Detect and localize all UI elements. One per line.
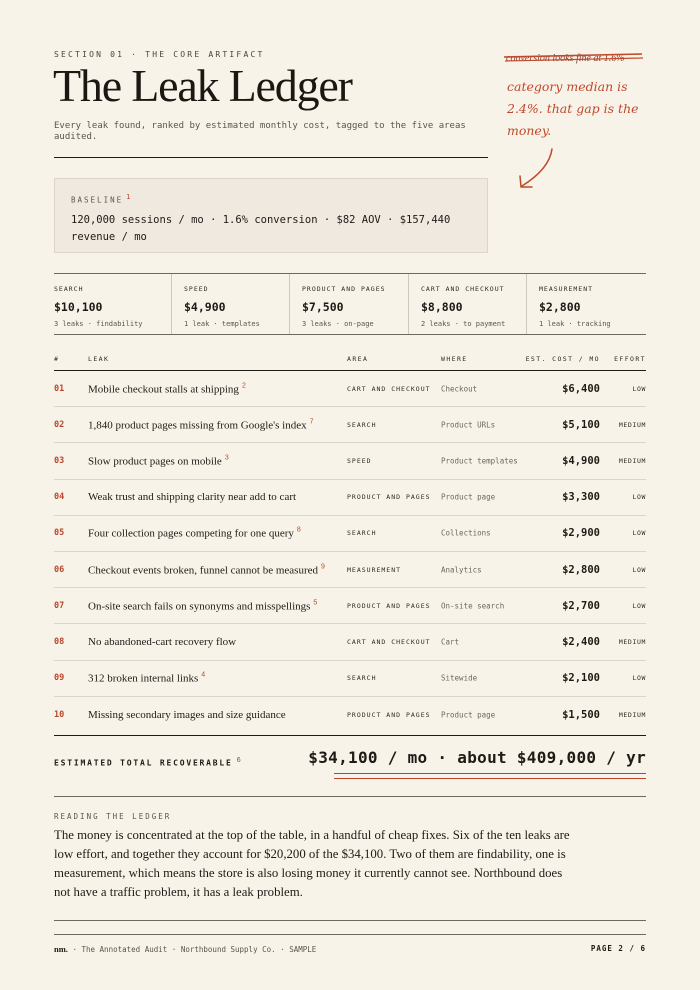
page-title: The Leak Ledger: [53, 60, 352, 111]
area-label: SPEED: [184, 285, 209, 293]
total-value: $34,100 / mo · about $409,000 / yr: [308, 748, 646, 767]
area-label: SEARCH: [54, 285, 84, 293]
leak-where: Analytics: [441, 565, 482, 575]
leak-cost: $2,100: [562, 672, 600, 685]
leak-area: SEARCH: [347, 420, 377, 429]
leak-title: No abandoned-cart recovery flow: [88, 635, 237, 648]
table-row: [54, 516, 646, 552]
area-card-speed: [172, 274, 290, 334]
row-number: 03: [54, 455, 65, 466]
leak-area: PRODUCT AND PAGES: [347, 710, 431, 719]
leak-effort: LOW: [632, 384, 646, 393]
footer-divider: [54, 920, 646, 921]
leak-cost: $2,700: [562, 599, 600, 612]
leak-effort: MEDIUM: [618, 637, 646, 646]
reading-text: The money is concentrated at the top of the table, in a handful of cheap fixes. Six of the ten leaks are low effort, and together they account for $20,200 of the $34,100. Two of them are findability, one is measurement, which means the store is also losing money it currently cannot see. Northbound does not have a traffic problem, it has a leak problem.: [54, 828, 570, 899]
leak-where: Collections: [441, 528, 491, 538]
area-cost: $8,800: [421, 300, 463, 314]
leak-title: Weak trust and shipping clarity near add to cart: [88, 491, 297, 504]
leak-title: 312 broken internal links $^4$: [88, 671, 206, 685]
leak-effort: MEDIUM: [618, 420, 646, 429]
row-number: 05: [54, 528, 65, 539]
leak-area: SPEED: [347, 456, 372, 465]
leak-effort: MEDIUM: [618, 710, 646, 719]
footnote-ref[interactable]: 5: [313, 599, 318, 607]
area-label: PRODUCT AND PAGES: [302, 285, 386, 293]
leak-title: 1,840 product pages missing from Google's index $^7$: [88, 418, 314, 432]
leak-area: CART AND CHECKOUT: [347, 384, 431, 393]
leak-where: Product page: [441, 710, 496, 720]
leak-table: [54, 350, 646, 733]
leak-cost: $4,900: [562, 454, 600, 467]
table-body: [54, 371, 646, 733]
strike-through-mark: [502, 49, 644, 67]
area-card-product-and-pages: [290, 274, 409, 334]
area-card-search: [54, 274, 172, 334]
leak-title: Slow product pages on mobile $^3$: [88, 454, 229, 468]
total-row: [54, 735, 646, 785]
row-number: 08: [54, 636, 65, 647]
leak-title: Four collection pages competing for one query $^8$: [88, 527, 301, 540]
leak-where: Product URLs: [441, 420, 496, 430]
leak-cost: $3,300: [562, 491, 600, 504]
table-row: [54, 480, 646, 516]
table-row: [54, 371, 646, 407]
footnote-ref[interactable]: 1: [126, 193, 131, 201]
header-where: WHERE: [441, 355, 468, 363]
row-number: 04: [54, 492, 65, 503]
area-cost: $4,900: [184, 300, 226, 314]
row-number: 10: [54, 709, 65, 720]
header-effort: EFFORT: [614, 355, 646, 363]
area-summary: [54, 273, 646, 335]
leak-effort: LOW: [632, 493, 646, 502]
leak-cost: $1,500: [562, 708, 600, 721]
total-label: ESTIMATED TOTAL RECOVERABLE $^6$: [54, 756, 241, 768]
footer-logo: nm.: [54, 944, 68, 954]
footnote-ref[interactable]: 2: [241, 382, 246, 390]
footnote-ref[interactable]: 9: [321, 563, 325, 571]
baseline-box: [54, 178, 488, 253]
footnote-ref[interactable]: 3: [224, 454, 229, 462]
leak-area: PRODUCT AND PAGES: [347, 601, 431, 610]
table-row: [54, 407, 646, 443]
total-double-underline: [334, 773, 646, 779]
leak-cost: $2,900: [562, 527, 600, 540]
footnote-ref[interactable]: 6: [236, 756, 241, 764]
baseline-label: BASELINE $^1$: [71, 193, 131, 205]
table-row: [54, 588, 646, 624]
leak-effort: LOW: [632, 529, 646, 538]
leak-area: SEARCH: [347, 529, 377, 538]
leak-title: Checkout events broken, funnel cannot be measured $^9$: [88, 563, 325, 576]
table-row: [54, 443, 646, 479]
baseline-text: 120,000 sessions / mo · 1.6% conversion · $82 AOV · $157,440 revenue / mo: [71, 213, 451, 243]
header-area: AREA: [347, 355, 369, 363]
arrow-icon: [514, 146, 558, 192]
page-subtitle: Every leak found, ranked by estimated monthly cost, tagged to the five areas audited.: [54, 121, 466, 142]
footer-left: [54, 944, 316, 954]
table-row: [54, 697, 646, 733]
note-line: 2.4%. that gap is the: [507, 101, 639, 116]
footer-divider: [54, 934, 646, 935]
area-meta: 1 leak · tracking: [539, 320, 611, 328]
leak-title: On-site search fails on synonyms and misspellings $^5$: [88, 599, 318, 613]
leak-effort: LOW: [632, 565, 646, 574]
area-meta: 1 leak · templates: [184, 320, 260, 328]
leak-cost: $6,400: [562, 382, 600, 395]
footnote-ref[interactable]: 7: [309, 418, 314, 426]
page-number: PAGE 2 / 6: [590, 944, 646, 953]
row-number: 02: [54, 419, 65, 430]
row-number: 07: [54, 600, 65, 611]
leak-where: On-site search: [441, 601, 505, 611]
footnote-ref[interactable]: 8: [296, 527, 301, 535]
note-line: category median is: [507, 79, 628, 94]
leak-where: Product page: [441, 492, 496, 502]
leak-area: CART AND CHECKOUT: [347, 637, 431, 646]
row-number: 01: [54, 383, 65, 394]
leak-title: Missing secondary images and size guidance: [88, 708, 286, 721]
handwritten-note: [507, 76, 657, 142]
leak-effort: LOW: [632, 601, 646, 610]
area-cost: $2,800: [539, 300, 581, 314]
area-cost: $7,500: [302, 300, 344, 314]
leak-area: PRODUCT AND PAGES: [347, 493, 431, 502]
header-cost: EST. COST / MO: [525, 355, 600, 363]
header-leak: LEAK: [88, 355, 110, 363]
leak-effort: LOW: [632, 674, 646, 683]
leak-area: MEASUREMENT: [347, 565, 402, 574]
area-card-cart-and-checkout: [409, 274, 527, 334]
footnote-ref[interactable]: 4: [201, 671, 206, 679]
area-meta: 2 leaks · to payment: [421, 320, 506, 328]
table-row: [54, 661, 646, 697]
leak-effort: MEDIUM: [618, 456, 646, 465]
leak-where: Cart: [441, 637, 460, 647]
note-line: money.: [507, 123, 552, 138]
header-num: #: [54, 355, 60, 363]
footer-text: · The Annotated Audit · Northbound Supply Co. · SAMPLE: [72, 945, 317, 954]
leak-cost: $2,400: [562, 635, 600, 648]
leak-where: Checkout: [441, 384, 478, 394]
area-label: CART AND CHECKOUT: [421, 285, 505, 293]
leak-where: Sitewide: [441, 673, 478, 683]
reading-label: READING THE LEDGER: [54, 812, 172, 821]
section-label: SECTION 01 · THE CORE ARTIFACT: [54, 50, 265, 59]
leak-cost: $2,800: [562, 563, 600, 576]
area-card-measurement: [527, 274, 646, 334]
leak-cost: $5,100: [562, 418, 600, 431]
row-number: 06: [54, 564, 65, 575]
table-header: [54, 350, 646, 371]
row-number: 09: [54, 673, 65, 684]
area-meta: 3 leaks · on-page: [302, 320, 374, 328]
title-divider: [54, 157, 488, 158]
area-label: MEASUREMENT: [539, 285, 594, 293]
leak-where: Product templates: [441, 456, 518, 466]
leak-title: Mobile checkout stalls at shipping $^2$: [88, 382, 246, 395]
table-row: [54, 552, 646, 588]
area-meta: 3 leaks · findability: [54, 320, 143, 328]
area-cost: $10,100: [54, 300, 103, 314]
leak-area: SEARCH: [347, 674, 377, 683]
struck-note: conversion looks fine at 1.6%: [506, 53, 625, 64]
table-row: [54, 624, 646, 660]
reading-divider: [54, 796, 646, 797]
